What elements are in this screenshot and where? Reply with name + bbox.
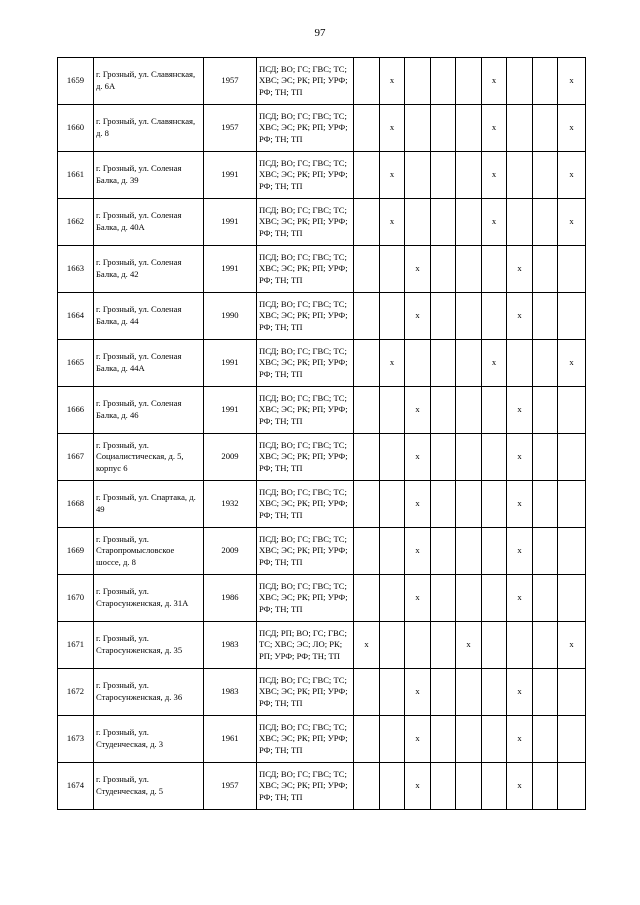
work-mark-cell — [456, 387, 482, 434]
table-row — [58, 669, 586, 716]
work-mark-cell — [431, 199, 456, 246]
work-mark-cell — [431, 716, 456, 763]
work-mark-cell — [354, 152, 380, 199]
work-mark-cell: х — [482, 105, 507, 152]
table-row — [58, 199, 586, 246]
row-number: 1661 — [58, 152, 94, 199]
work-mark-cell — [533, 716, 558, 763]
year-cell: 1983 — [204, 622, 257, 669]
work-mark-cell — [431, 387, 456, 434]
works-list-cell: ПСД; ВО; ГС; ГВС; ТС; ХВС; ЭС; РК; РП; УРФ; РФ; ТН; ТП — [257, 105, 354, 152]
work-mark-cell — [456, 528, 482, 575]
work-mark-cell — [558, 481, 586, 528]
work-mark-cell — [456, 669, 482, 716]
work-mark-cell — [380, 434, 405, 481]
works-list-cell: ПСД; ВО; ГС; ГВС; ТС; ХВС; ЭС; РК; РП; УРФ; РФ; ТН; ТП — [257, 481, 354, 528]
work-mark-cell — [431, 246, 456, 293]
year-cell: 1991 — [204, 246, 257, 293]
works-list-cell: ПСД; РП; ВО; ГС; ГВС; ТС; ХВС; ЭС; ЛО; РК; РП; УРФ; РФ; ТН; ТП — [257, 622, 354, 669]
work-mark-cell: х — [482, 152, 507, 199]
work-mark-cell: х — [380, 199, 405, 246]
work-mark-cell: х — [558, 58, 586, 105]
row-number: 1664 — [58, 293, 94, 340]
work-mark-cell: х — [507, 481, 533, 528]
work-mark-cell — [482, 481, 507, 528]
year-cell: 1991 — [204, 340, 257, 387]
work-mark-cell — [431, 622, 456, 669]
address-cell: г. Грозный, ул. Старосунженская, д. 31А — [94, 575, 204, 622]
work-mark-cell — [558, 246, 586, 293]
work-mark-cell: х — [558, 622, 586, 669]
work-mark-cell: х — [405, 387, 431, 434]
address-cell: г. Грозный, ул. Соленая Балка, д. 40А — [94, 199, 204, 246]
works-list-cell: ПСД; ВО; ГС; ГВС; ТС; ХВС; ЭС; РК; РП; УРФ; РФ; ТН; ТП — [257, 528, 354, 575]
work-mark-cell: х — [558, 105, 586, 152]
work-mark-cell — [507, 105, 533, 152]
work-mark-cell — [507, 199, 533, 246]
table-row — [58, 387, 586, 434]
work-mark-cell — [533, 763, 558, 810]
work-mark-cell — [456, 716, 482, 763]
work-mark-cell — [405, 199, 431, 246]
year-cell: 1957 — [204, 105, 257, 152]
work-mark-cell — [533, 387, 558, 434]
work-mark-cell — [533, 575, 558, 622]
work-mark-cell — [405, 58, 431, 105]
address-cell: г. Грозный, ул. Старосунженская, д. 35 — [94, 622, 204, 669]
work-mark-cell — [380, 293, 405, 340]
table-row — [58, 105, 586, 152]
works-list-cell: ПСД; ВО; ГС; ГВС; ТС; ХВС; ЭС; РК; РП; УРФ; РФ; ТН; ТП — [257, 340, 354, 387]
row-number: 1668 — [58, 481, 94, 528]
work-mark-cell — [354, 434, 380, 481]
work-mark-cell — [482, 763, 507, 810]
work-mark-cell — [380, 669, 405, 716]
works-list-cell: ПСД; ВО; ГС; ГВС; ТС; ХВС; ЭС; РК; РП; УРФ; РФ; ТН; ТП — [257, 246, 354, 293]
work-mark-cell — [431, 340, 456, 387]
work-mark-cell — [558, 669, 586, 716]
row-number: 1670 — [58, 575, 94, 622]
work-mark-cell — [456, 58, 482, 105]
work-mark-cell — [354, 481, 380, 528]
work-mark-cell — [354, 575, 380, 622]
work-mark-cell — [533, 481, 558, 528]
address-cell: г. Грозный, ул. Соленая Балка, д. 39 — [94, 152, 204, 199]
housing-registry-table — [57, 57, 586, 810]
table-body — [58, 58, 586, 810]
table-row — [58, 246, 586, 293]
work-mark-cell — [380, 763, 405, 810]
works-list-cell: ПСД; ВО; ГС; ГВС; ТС; ХВС; ЭС; РК; РП; УРФ; РФ; ТН; ТП — [257, 58, 354, 105]
work-mark-cell — [533, 434, 558, 481]
work-mark-cell — [558, 293, 586, 340]
work-mark-cell — [533, 199, 558, 246]
year-cell: 1957 — [204, 58, 257, 105]
address-cell: г. Грозный, ул. Старопромысловское шоссе, д. 8 — [94, 528, 204, 575]
work-mark-cell — [456, 481, 482, 528]
work-mark-cell — [431, 293, 456, 340]
work-mark-cell: х — [482, 58, 507, 105]
table-row — [58, 434, 586, 481]
page-number: 97 — [314, 27, 326, 39]
work-mark-cell: х — [507, 669, 533, 716]
work-mark-cell — [456, 763, 482, 810]
row-number: 1671 — [58, 622, 94, 669]
work-mark-cell — [558, 575, 586, 622]
work-mark-cell — [533, 293, 558, 340]
work-mark-cell — [558, 434, 586, 481]
works-list-cell: ПСД; ВО; ГС; ГВС; ТС; ХВС; ЭС; РК; РП; УРФ; РФ; ТН; ТП — [257, 293, 354, 340]
work-mark-cell — [533, 152, 558, 199]
work-mark-cell — [431, 58, 456, 105]
work-mark-cell — [507, 340, 533, 387]
work-mark-cell — [482, 246, 507, 293]
work-mark-cell: х — [507, 246, 533, 293]
work-mark-cell — [431, 575, 456, 622]
work-mark-cell: х — [507, 293, 533, 340]
work-mark-cell — [533, 246, 558, 293]
work-mark-cell — [431, 669, 456, 716]
table-row — [58, 340, 586, 387]
work-mark-cell — [354, 716, 380, 763]
work-mark-cell — [354, 105, 380, 152]
work-mark-cell: х — [558, 199, 586, 246]
work-mark-cell: х — [405, 763, 431, 810]
address-cell: г. Грозный, ул. Соленая Балка, д. 44 — [94, 293, 204, 340]
work-mark-cell — [558, 387, 586, 434]
work-mark-cell — [456, 152, 482, 199]
work-mark-cell — [380, 481, 405, 528]
row-number: 1659 — [58, 58, 94, 105]
year-cell: 1961 — [204, 716, 257, 763]
work-mark-cell: х — [456, 622, 482, 669]
table-row — [58, 481, 586, 528]
address-cell: г. Грозный, ул. Студенческая, д. 3 — [94, 716, 204, 763]
work-mark-cell — [405, 105, 431, 152]
work-mark-cell: х — [507, 716, 533, 763]
work-mark-cell — [354, 293, 380, 340]
work-mark-cell — [354, 199, 380, 246]
work-mark-cell: х — [405, 434, 431, 481]
work-mark-cell: х — [558, 152, 586, 199]
works-list-cell: ПСД; ВО; ГС; ГВС; ТС; ХВС; ЭС; РК; РП; УРФ; РФ; ТН; ТП — [257, 716, 354, 763]
work-mark-cell: х — [380, 340, 405, 387]
year-cell: 2009 — [204, 434, 257, 481]
year-cell: 1991 — [204, 387, 257, 434]
work-mark-cell: х — [380, 58, 405, 105]
work-mark-cell: х — [482, 340, 507, 387]
work-mark-cell — [482, 528, 507, 575]
work-mark-cell — [533, 340, 558, 387]
work-mark-cell — [533, 58, 558, 105]
work-mark-cell — [456, 293, 482, 340]
work-mark-cell: х — [405, 481, 431, 528]
work-mark-cell — [456, 575, 482, 622]
work-mark-cell: х — [482, 199, 507, 246]
work-mark-cell — [533, 528, 558, 575]
work-mark-cell — [431, 152, 456, 199]
address-cell: г. Грозный, ул. Соленая Балка, д. 42 — [94, 246, 204, 293]
work-mark-cell — [354, 246, 380, 293]
table-row — [58, 716, 586, 763]
work-mark-cell — [482, 434, 507, 481]
work-mark-cell — [405, 340, 431, 387]
table-row — [58, 58, 586, 105]
work-mark-cell — [507, 152, 533, 199]
work-mark-cell: х — [405, 246, 431, 293]
row-number: 1660 — [58, 105, 94, 152]
table-row — [58, 528, 586, 575]
work-mark-cell: х — [405, 293, 431, 340]
work-mark-cell — [456, 246, 482, 293]
work-mark-cell — [431, 481, 456, 528]
row-number: 1669 — [58, 528, 94, 575]
year-cell: 1983 — [204, 669, 257, 716]
works-list-cell: ПСД; ВО; ГС; ГВС; ТС; ХВС; ЭС; РК; РП; УРФ; РФ; ТН; ТП — [257, 434, 354, 481]
work-mark-cell: х — [405, 528, 431, 575]
work-mark-cell: х — [405, 716, 431, 763]
works-list-cell: ПСД; ВО; ГС; ГВС; ТС; ХВС; ЭС; РК; РП; УРФ; РФ; ТН; ТП — [257, 152, 354, 199]
address-cell: г. Грозный, ул. Спартака, д. 49 — [94, 481, 204, 528]
work-mark-cell — [482, 669, 507, 716]
work-mark-cell: х — [507, 528, 533, 575]
row-number: 1672 — [58, 669, 94, 716]
table-row — [58, 763, 586, 810]
address-cell: г. Грозный, ул. Соленая Балка, д. 44А — [94, 340, 204, 387]
work-mark-cell: х — [405, 669, 431, 716]
row-number: 1666 — [58, 387, 94, 434]
work-mark-cell — [431, 105, 456, 152]
address-cell: г. Грозный, ул. Славянская, д. 6А — [94, 58, 204, 105]
work-mark-cell — [456, 199, 482, 246]
work-mark-cell — [533, 669, 558, 716]
work-mark-cell — [354, 528, 380, 575]
work-mark-cell: х — [380, 105, 405, 152]
work-mark-cell — [354, 340, 380, 387]
year-cell: 1991 — [204, 152, 257, 199]
work-mark-cell — [380, 387, 405, 434]
table-row — [58, 293, 586, 340]
table-row — [58, 622, 586, 669]
works-list-cell: ПСД; ВО; ГС; ГВС; ТС; ХВС; ЭС; РК; РП; УРФ; РФ; ТН; ТП — [257, 763, 354, 810]
work-mark-cell — [405, 622, 431, 669]
work-mark-cell — [354, 58, 380, 105]
work-mark-cell — [456, 340, 482, 387]
work-mark-cell — [507, 58, 533, 105]
work-mark-cell — [354, 387, 380, 434]
address-cell: г. Грозный, ул. Славянская, д. 8 — [94, 105, 204, 152]
year-cell: 1957 — [204, 763, 257, 810]
work-mark-cell — [456, 105, 482, 152]
row-number: 1662 — [58, 199, 94, 246]
works-list-cell: ПСД; ВО; ГС; ГВС; ТС; ХВС; ЭС; РК; РП; УРФ; РФ; ТН; ТП — [257, 199, 354, 246]
year-cell: 1990 — [204, 293, 257, 340]
row-number: 1674 — [58, 763, 94, 810]
work-mark-cell: х — [354, 622, 380, 669]
year-cell: 1932 — [204, 481, 257, 528]
work-mark-cell — [431, 434, 456, 481]
work-mark-cell — [482, 716, 507, 763]
work-mark-cell — [507, 622, 533, 669]
works-list-cell: ПСД; ВО; ГС; ГВС; ТС; ХВС; ЭС; РК; РП; УРФ; РФ; ТН; ТП — [257, 575, 354, 622]
year-cell: 1986 — [204, 575, 257, 622]
table-row — [58, 152, 586, 199]
work-mark-cell: х — [507, 387, 533, 434]
work-mark-cell — [482, 575, 507, 622]
address-cell: г. Грозный, ул. Студенческая, д. 5 — [94, 763, 204, 810]
address-cell: г. Грозный, ул. Старосунженская, д. 36 — [94, 669, 204, 716]
row-number: 1663 — [58, 246, 94, 293]
row-number: 1665 — [58, 340, 94, 387]
work-mark-cell — [380, 528, 405, 575]
work-mark-cell — [558, 763, 586, 810]
work-mark-cell — [354, 763, 380, 810]
work-mark-cell — [431, 763, 456, 810]
work-mark-cell — [482, 387, 507, 434]
address-cell: г. Грозный, ул. Соленая Балка, д. 46 — [94, 387, 204, 434]
work-mark-cell: х — [507, 434, 533, 481]
work-mark-cell: х — [507, 575, 533, 622]
work-mark-cell: х — [558, 340, 586, 387]
work-mark-cell — [558, 716, 586, 763]
work-mark-cell: х — [507, 763, 533, 810]
works-list-cell: ПСД; ВО; ГС; ГВС; ТС; ХВС; ЭС; РК; РП; УРФ; РФ; ТН; ТП — [257, 387, 354, 434]
year-cell: 1991 — [204, 199, 257, 246]
work-mark-cell — [431, 528, 456, 575]
row-number: 1673 — [58, 716, 94, 763]
year-cell: 2009 — [204, 528, 257, 575]
work-mark-cell — [558, 528, 586, 575]
work-mark-cell — [533, 105, 558, 152]
table-row — [58, 575, 586, 622]
work-mark-cell — [354, 669, 380, 716]
work-mark-cell: х — [405, 575, 431, 622]
work-mark-cell — [380, 575, 405, 622]
work-mark-cell — [380, 246, 405, 293]
work-mark-cell: х — [380, 152, 405, 199]
work-mark-cell — [482, 293, 507, 340]
address-cell: г. Грозный, ул. Социалистическая, д. 5, корпус 6 — [94, 434, 204, 481]
work-mark-cell — [380, 622, 405, 669]
work-mark-cell — [482, 622, 507, 669]
works-list-cell: ПСД; ВО; ГС; ГВС; ТС; ХВС; ЭС; РК; РП; УРФ; РФ; ТН; ТП — [257, 669, 354, 716]
row-number: 1667 — [58, 434, 94, 481]
work-mark-cell — [456, 434, 482, 481]
work-mark-cell — [533, 622, 558, 669]
work-mark-cell — [380, 716, 405, 763]
work-mark-cell — [405, 152, 431, 199]
